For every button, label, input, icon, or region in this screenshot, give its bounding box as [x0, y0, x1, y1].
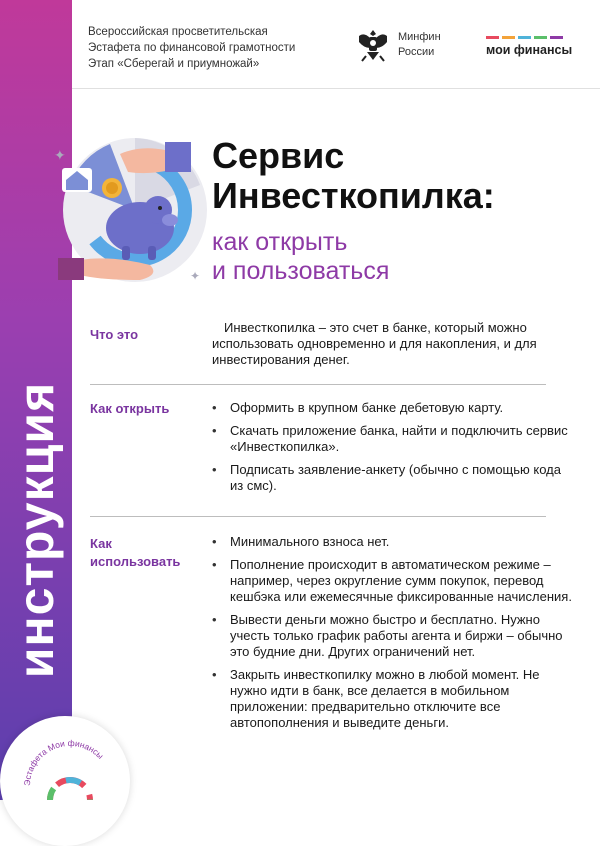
section-label-use [90, 535, 180, 571]
list-item: • Пополнение происходит в автоматическом режиме – например, через округление сумм покупок, перевод кешбэка или ежемесячные фиксированные начисления. [212, 557, 572, 605]
page-title [212, 136, 495, 216]
svg-text:✦: ✦ [54, 147, 66, 163]
list-item: • Закрыть инвесткопилку можно в любой момент. Не нужно идти в банк, все делается в мобильном приложении: предварительно отключите все автопополнения и выведите деньги. [212, 667, 572, 731]
section-label-open: Как открыть [90, 401, 170, 416]
minfin-logo [356, 26, 441, 64]
list-item: • Скачать приложение банка, найти и подключить сервис «Инвесткопилка». [212, 423, 572, 455]
section-divider-1 [90, 384, 546, 385]
list-item: • Подписать заявление-анкету (обычно с помощью кода из смс). [212, 462, 572, 494]
use-label-line-1: Как [90, 536, 112, 551]
section-label-what: Что это [90, 327, 139, 342]
subtitle-line-2: и пользоваться [212, 257, 390, 285]
page-subtitle [212, 228, 389, 286]
minfin-line-1: Минфин [398, 31, 441, 43]
logo-ring-text: Эстафета Мои финансы [21, 737, 106, 787]
title-line-2: Инвесткопилка: [212, 175, 495, 216]
list-item: • Оформить в крупном банке дебетовую карту. [212, 400, 572, 416]
section-text-what: Инвесткопилка – это счет в банке, который можно использовать одновременно и для накопления, и для инвестирования денег. [212, 320, 537, 367]
subtitle-line-1: как открыть [212, 228, 348, 256]
header-text [88, 24, 295, 72]
piggy-bank-illustration [40, 130, 210, 300]
title-line-1: Сервис [212, 135, 345, 176]
header-line-1: Всероссийская просветительская [88, 26, 268, 38]
moi-finansy-logo [486, 36, 572, 57]
header-line-2: Эстафета по финансовой грамотности [88, 42, 296, 54]
svg-text:✦: ✦ [190, 269, 201, 283]
use-rules-list [212, 534, 572, 738]
list-item: • Минимального взноса нет. [212, 534, 572, 550]
vertical-title: инструкция [8, 381, 64, 679]
estafeta-ring-icon [0, 716, 130, 800]
estafeta-logo [0, 716, 130, 846]
section-divider-2 [90, 516, 546, 517]
header-divider [72, 88, 600, 89]
minfin-line-2: России [398, 46, 435, 58]
list-item: • Вывести деньги можно быстро и бесплатно. Нужно учесть только график работы агента и биржи – обычно это будние дни. Других ограничений нет. [212, 612, 572, 660]
moi-finansy-text: мои финансы [486, 43, 573, 57]
open-steps-list [212, 400, 572, 501]
use-label-line-2: использовать [90, 554, 181, 569]
eagle-emblem-icon [356, 26, 390, 64]
color-bars-icon [486, 36, 572, 39]
header-line-3: Этап «Сберегай и приумножай» [88, 58, 260, 70]
